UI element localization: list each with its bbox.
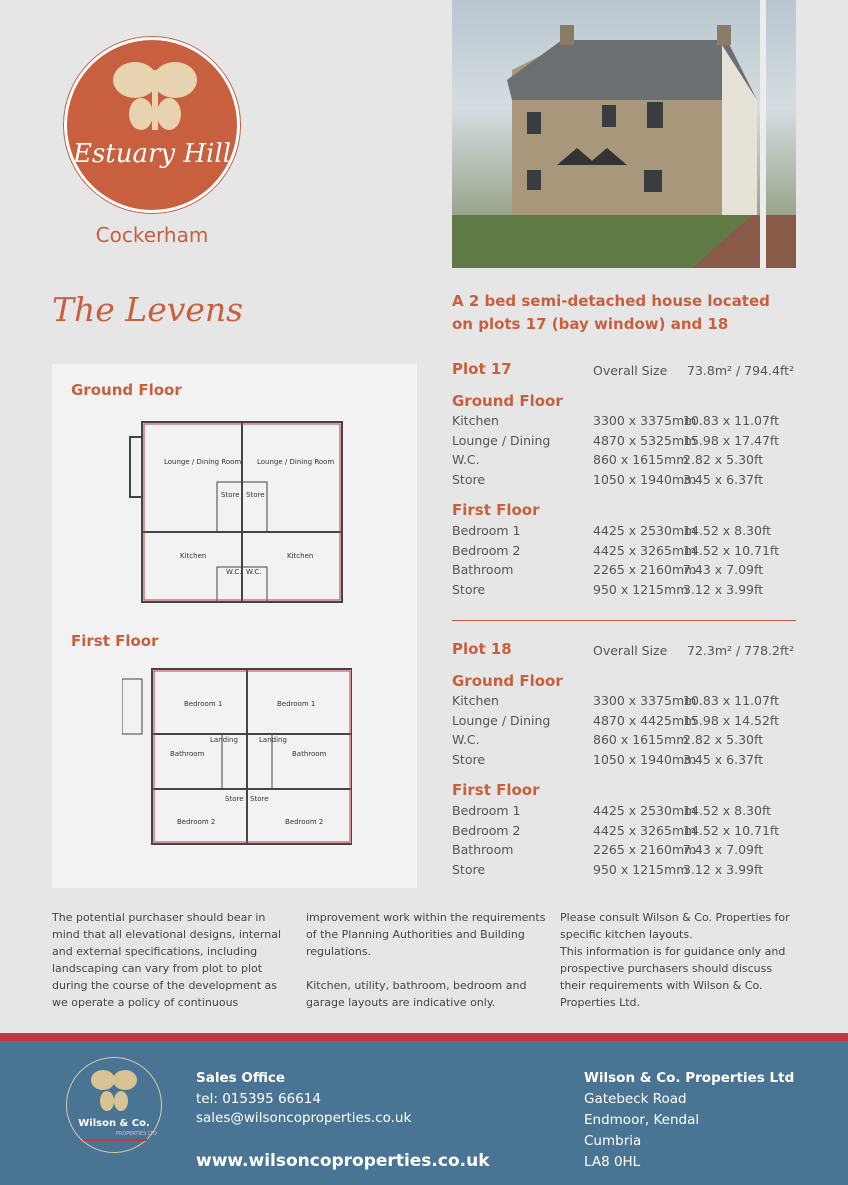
room-label: Bedroom 1 — [184, 700, 223, 708]
overall-size-label: Overall Size — [593, 363, 668, 378]
house-photo — [452, 0, 796, 268]
room-cell: 2265 x 2160mm — [593, 842, 697, 857]
room-cell: 4425 x 3265mm — [593, 542, 697, 558]
butterfly-icon — [107, 52, 203, 142]
ground-floor-title: Ground Floor — [71, 381, 182, 399]
room-cell: Bedroom 2 — [452, 542, 521, 558]
room-row — [452, 693, 802, 712]
room-cell: 4425 x 2530mm — [593, 523, 697, 538]
sales-tel[interactable]: tel: 015395 66614 — [196, 1091, 321, 1107]
room-cell: Store — [452, 861, 486, 877]
disclaimer-col-2b: Kitchen, utility, bathroom, bedroom and garage layouts are indicative only. — [306, 979, 527, 1009]
room-cell: Bathroom — [452, 842, 514, 857]
wilson-logo-sub: PROPERTIES LTD — [115, 1131, 157, 1137]
footer — [0, 1041, 848, 1185]
room-label: Store — [246, 491, 265, 499]
room-row — [452, 413, 802, 432]
room-cell: 2.82 x 5.30ft — [683, 732, 764, 747]
room-label: W.C. — [226, 568, 242, 576]
wilson-logo-text: Wilson & Co. — [78, 1118, 150, 1129]
overall-size-label: Overall Size — [593, 643, 668, 658]
room-label: Landing — [259, 736, 287, 744]
room-cell: 4425 x 3265mm — [593, 822, 697, 838]
room-cell: 14.52 x 10.71ft — [683, 542, 779, 558]
room-label: Store — [250, 795, 269, 803]
room-label: Store — [225, 795, 244, 803]
room-cell: 1050 x 1940mm — [593, 751, 697, 767]
room-cell: 7.43 x 7.09ft — [683, 842, 764, 857]
room-row — [452, 862, 802, 881]
overall-size-value: 72.3m² / 778.2ft² — [687, 643, 795, 658]
room-row — [452, 452, 802, 471]
room-row — [452, 732, 802, 751]
room-label: Bathroom — [170, 750, 205, 758]
address-line: Cumbria — [584, 1133, 642, 1149]
ground-floor-heading: Ground Floor — [452, 672, 563, 690]
first-floor-title: First Floor — [71, 632, 159, 650]
website-link[interactable]: www.wilsoncoproperties.co.uk — [196, 1151, 490, 1171]
room-label: Landing — [210, 736, 238, 744]
room-row — [452, 523, 802, 542]
room-label: Bathroom — [292, 750, 327, 758]
room-cell: 950 x 1215mm — [593, 581, 689, 597]
room-label: Bedroom 2 — [177, 818, 216, 826]
room-row — [452, 543, 802, 562]
room-cell: Store — [452, 471, 486, 487]
footer-stripe — [0, 1033, 848, 1041]
room-label: Kitchen — [287, 552, 314, 560]
room-cell: Store — [452, 581, 486, 597]
disclaimer-col-2: improvement work within the requirements of the Planning Authorities and Building regulations. — [306, 911, 546, 958]
wilson-logo — [66, 1057, 162, 1153]
room-row — [452, 582, 802, 601]
room-cell: 1050 x 1940mm — [593, 471, 697, 487]
room-label: Bedroom 2 — [285, 818, 324, 826]
room-row — [452, 842, 802, 861]
room-cell: 860 x 1615mm — [593, 732, 689, 747]
room-cell: 950 x 1215mm — [593, 861, 689, 877]
ground-floor-heading: Ground Floor — [452, 392, 563, 410]
room-cell: 10.83 x 11.07ft — [683, 413, 779, 428]
room-cell: Kitchen — [452, 693, 499, 708]
location-label: Cockerham — [95, 223, 209, 247]
logo-text: Estuary Hill — [72, 139, 232, 169]
room-row — [452, 562, 802, 581]
plot-title: Plot 17 — [452, 360, 512, 378]
butterfly-icon — [89, 1066, 139, 1116]
divider — [452, 620, 796, 621]
room-label: Bedroom 1 — [277, 700, 316, 708]
room-label: Lounge / Dining Room — [164, 458, 242, 466]
room-cell: Kitchen — [452, 413, 499, 428]
overall-size-value: 73.8m² / 794.4ft² — [687, 363, 795, 378]
ground-floor-plan — [122, 412, 352, 612]
room-cell: 3.45 x 6.37ft — [683, 471, 764, 487]
address-line: Gatebeck Road — [584, 1091, 687, 1107]
room-cell: Bedroom 1 — [452, 523, 521, 538]
room-row — [452, 803, 802, 822]
sales-office-title: Sales Office — [196, 1070, 286, 1086]
room-label: W.C. — [246, 568, 262, 576]
room-cell: 4870 x 5325mm — [593, 432, 697, 448]
room-cell: 10.83 x 11.07ft — [683, 693, 779, 708]
room-cell: 15.98 x 17.47ft — [683, 432, 779, 448]
estuary-hill-logo — [64, 37, 240, 213]
room-cell: 15.98 x 14.52ft — [683, 712, 779, 728]
room-cell: 7.43 x 7.09ft — [683, 562, 764, 577]
company-name: Wilson & Co. Properties Ltd — [584, 1070, 795, 1086]
first-floor-heading: First Floor — [452, 781, 540, 799]
room-row — [452, 823, 802, 842]
room-cell: 2.82 x 5.30ft — [683, 452, 764, 467]
address-line: Endmoor, Kendal — [584, 1112, 700, 1128]
room-row — [452, 713, 802, 732]
room-cell: Store — [452, 751, 486, 767]
room-cell: Lounge / Dining — [452, 432, 551, 448]
room-cell: 14.52 x 10.71ft — [683, 822, 779, 838]
disclaimer-col-3b: This information is for guidance only and prospective purchasers should discuss their requirements with Wilson & Co. Properties Ltd. — [560, 945, 786, 1009]
room-cell: 2265 x 2160mm — [593, 562, 697, 577]
house-name: The Levens — [52, 290, 244, 329]
room-cell: 3.12 x 3.99ft — [683, 861, 764, 877]
room-cell: Lounge / Dining — [452, 712, 551, 728]
room-cell: 4870 x 4425mm — [593, 712, 697, 728]
sales-email[interactable]: sales@wilsoncoproperties.co.uk — [196, 1110, 412, 1126]
room-cell: 3.45 x 6.37ft — [683, 751, 764, 767]
room-row — [452, 752, 802, 771]
first-floor-heading: First Floor — [452, 501, 540, 519]
room-label: Kitchen — [180, 552, 207, 560]
house-subtitle: A 2 bed semi-detached house located on plots 17 (bay window) and 18 — [452, 292, 770, 333]
room-cell: W.C. — [452, 732, 480, 747]
room-label: Lounge / Dining Room — [257, 458, 335, 466]
room-row — [452, 433, 802, 452]
room-cell: 4425 x 2530mm — [593, 803, 697, 818]
disclaimer-col-1: The potential purchaser should bear in mind that all elevational designs, internal and external specifications, including landscaping can vary from plot to plot during the course of the development as we operate a policy of continuous — [52, 911, 282, 1009]
room-row — [452, 472, 802, 491]
room-cell: Bathroom — [452, 562, 514, 577]
room-cell: 14.52 x 8.30ft — [683, 803, 772, 818]
room-cell: 3.12 x 3.99ft — [683, 581, 764, 597]
address-line: LA8 0HL — [584, 1154, 641, 1170]
room-cell: 14.52 x 8.30ft — [683, 523, 772, 538]
logo-underline — [83, 1139, 147, 1141]
room-cell: Bedroom 1 — [452, 803, 521, 818]
room-cell: 860 x 1615mm — [593, 452, 689, 467]
room-cell: 3300 x 3375mm — [593, 693, 697, 708]
floor-plans — [52, 364, 417, 888]
plot-title: Plot 18 — [452, 640, 512, 658]
disclaimer-col-3: Please consult Wilson & Co. Properties for specific kitchen layouts. — [560, 911, 790, 941]
room-label: Store — [221, 491, 240, 499]
room-cell: 3300 x 3375mm — [593, 413, 697, 428]
room-cell: Bedroom 2 — [452, 822, 521, 838]
first-floor-plan — [122, 664, 352, 874]
room-cell: W.C. — [452, 452, 480, 467]
